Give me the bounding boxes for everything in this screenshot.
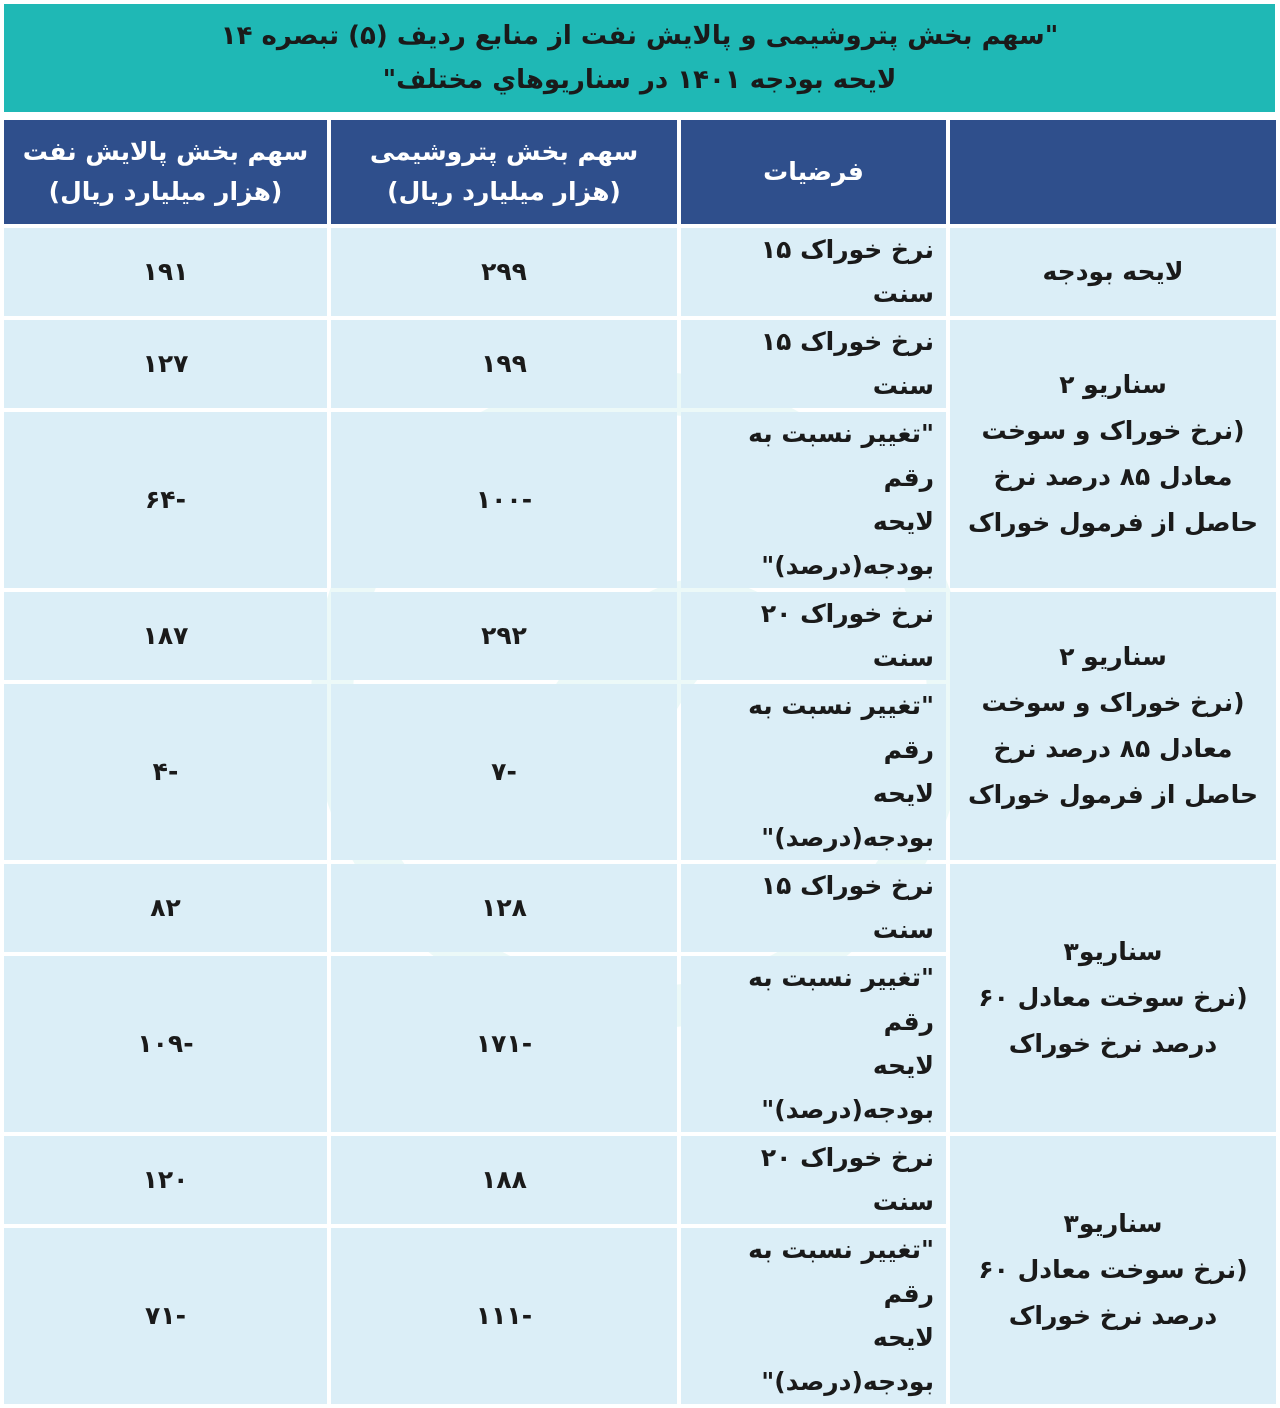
assumption-line: "تغییر نسبت به رقم [748, 419, 934, 492]
refine-value: ۱۲۷ [4, 320, 327, 408]
refine-value: -۴ [4, 684, 327, 860]
assumption-cell [681, 864, 946, 952]
refine-value: -۶۴ [4, 412, 327, 588]
label-line: درصد نرخ خوراک [1008, 1301, 1218, 1330]
assumption-cell [681, 1228, 946, 1404]
label-line: معادل ۸۵ درصد نرخ [993, 462, 1233, 491]
label-line: سناریو۳ [1063, 937, 1163, 966]
assumption-cell [681, 1136, 946, 1224]
refine-value: ۱۹۱ [4, 228, 327, 316]
label-line: (نرخ خوراک و سوخت [981, 688, 1245, 717]
title-line-2: لایحه بودجه ۱۴۰۱ در سناریوهاي مختلف" [382, 65, 897, 95]
table-row [4, 228, 1276, 316]
assumption-line: نرخ خوراک ۲۰ سنت [760, 599, 934, 672]
scenario-label [950, 228, 1276, 316]
label-line: (نرخ خوراک و سوخت [981, 416, 1245, 445]
label-line: سناریو ۲ [1059, 370, 1167, 399]
scenario-label [950, 592, 1276, 860]
label-line: معادل ۸۵ درصد نرخ [993, 734, 1233, 763]
header-assumptions: فرضیات [681, 120, 946, 224]
table-title [4, 4, 1275, 112]
assumption-cell [681, 228, 946, 316]
assumption-line: نرخ خوراک ۲۰ سنت [760, 1143, 934, 1216]
refine-value: ۸۲ [4, 864, 327, 952]
assumption-line: "تغییر نسبت به رقم [748, 691, 934, 764]
assumption-line: لایحه بودجه(درصد)" [761, 1323, 934, 1396]
refine-value: -۷۱ [4, 1228, 327, 1404]
assumption-line: لایحه بودجه(درصد)" [761, 1051, 934, 1124]
header-petro-title: سهم بخش پتروشیمی [369, 137, 639, 166]
petro-value: -۱۷۱ [331, 956, 677, 1132]
table-row [4, 1136, 1276, 1224]
header-label [950, 120, 1276, 224]
assumption-cell [681, 956, 946, 1132]
assumption-line: "تغییر نسبت به رقم [748, 963, 934, 1036]
assumption-cell [681, 684, 946, 860]
petro-value: ۱۸۸ [331, 1136, 677, 1224]
table-row [4, 320, 1276, 408]
assumption-line: نرخ خوراک ۱۵ سنت [760, 871, 934, 944]
assumption-cell [681, 320, 946, 408]
label-line: (نرخ سوخت معادل ۶۰ [978, 1255, 1248, 1284]
assumption-line: نرخ خوراک ۱۵ سنت [760, 235, 934, 308]
label-line: (نرخ سوخت معادل ۶۰ [978, 983, 1248, 1012]
label-line: حاصل از فرمول خوراک [968, 780, 1258, 809]
label-line: درصد نرخ خوراک [1008, 1029, 1218, 1058]
assumption-line: لایحه بودجه(درصد)" [761, 507, 934, 580]
assumption-line: نرخ خوراک ۱۵ سنت [760, 327, 934, 400]
scenario-label [950, 1136, 1276, 1404]
header-refine-title: سهم بخش پالایش نفت [22, 137, 309, 166]
data-table [0, 116, 1280, 1408]
refine-value: -۱۰۹ [4, 956, 327, 1132]
petro-value: ۱۹۹ [331, 320, 677, 408]
assumption-cell [681, 412, 946, 588]
scenario-label [950, 864, 1276, 1132]
petro-value: ۲۹۹ [331, 228, 677, 316]
scenario-label [950, 320, 1276, 588]
petro-value: ۱۲۸ [331, 864, 677, 952]
label-line: حاصل از فرمول خوراک [968, 508, 1258, 537]
petro-value: -۱۰۰ [331, 412, 677, 588]
header-refining [4, 120, 327, 224]
refine-value: ۱۲۰ [4, 1136, 327, 1224]
label-line: لایحه بودجه [1042, 257, 1184, 286]
refine-value: ۱۸۷ [4, 592, 327, 680]
petro-value: -۷ [331, 684, 677, 860]
table-row [4, 864, 1276, 952]
petro-value: ۲۹۲ [331, 592, 677, 680]
table-row [4, 592, 1276, 680]
label-line: سناریو۳ [1063, 1209, 1163, 1238]
label-line: سناریو ۲ [1059, 642, 1167, 671]
header-petrochemical [331, 120, 677, 224]
assumption-line: لایحه بودجه(درصد)" [761, 779, 934, 852]
header-petro-unit: (هزار میلیارد ریال) [387, 177, 621, 206]
assumption-cell [681, 592, 946, 680]
title-line-1: "سهم بخش پتروشیمی و پالایش نفت از منابع ردیف (۵) تبصره ۱۴ [220, 21, 1059, 51]
assumption-line: "تغییر نسبت به رقم [748, 1235, 934, 1308]
petro-value: -۱۱۱ [331, 1228, 677, 1404]
header-row [4, 120, 1276, 224]
header-refine-unit: (هزار میلیارد ریال) [48, 177, 283, 206]
